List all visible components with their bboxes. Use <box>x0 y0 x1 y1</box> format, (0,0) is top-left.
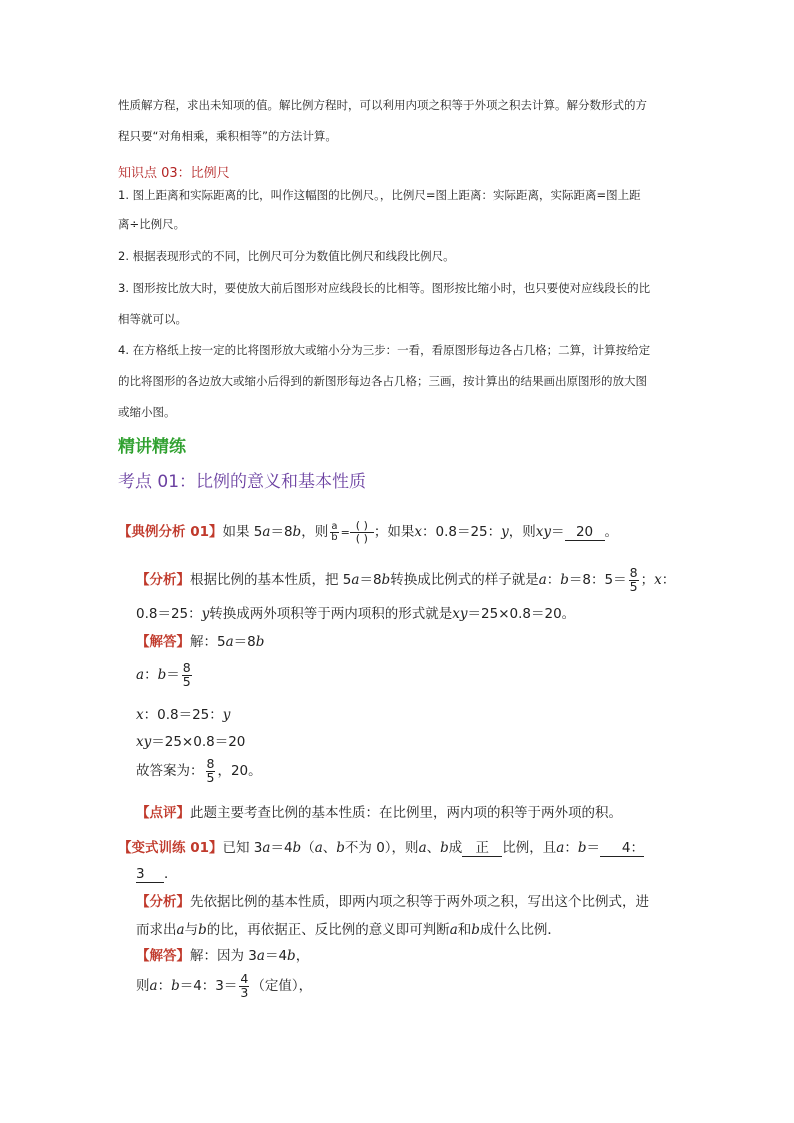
ex1-ab-fraction: $\frac{a}{b}$ <box>331 520 338 543</box>
ex1-solve-line4: xy＝25×0.8＝20 <box>136 734 246 750</box>
kp03-p4-line3: 或缩小图。 <box>118 405 176 419</box>
kp03-p1-line1: 1. 图上距离和实际距离的比，叫作这幅图的比例尺。，比例尺=图上距离：实际距离，实际距离=图上距 <box>118 188 641 202</box>
fraction-4-3: $\frac{4}{3}$ <box>240 971 249 1000</box>
kp03-p2: 2. 根据表现形式的不同，比例尺可分为数值比例尺和线段比例尺。 <box>118 249 455 263</box>
kp03-p4-line2: 的比将图形的各边放大或缩小后得到的新图形每边各占几格；三画，按计算出的结果画出原图形的放大图 <box>118 374 647 388</box>
ex2-answer-blank-2a: 4： <box>600 836 644 857</box>
ex2-answer-blank-1: 正 <box>462 836 502 857</box>
ex1-analysis-line2: 0.8＝25：y转换成两外项积等于两内项积的形式就是xy＝25×0.8＝20。 <box>136 606 576 622</box>
ex1-solve-line3: x：0.8＝25：y <box>136 707 231 723</box>
ex1-solve-line1: 【解答】解：5a＝8b <box>136 634 265 650</box>
ex1-comment: 【点评】此题主要考查比例的基本性质：在比例里，两内项的积等于两外项的积。 <box>136 805 622 821</box>
ex1-tag: 【典例分析 01】 <box>118 524 223 541</box>
ex2-question-line2: 3 ． <box>136 866 178 882</box>
ex2-solve-line1: 【解答】解：因为 3a＝4b， <box>136 948 310 964</box>
ex2-analysis-line1: 【分析】先依据比例的基本性质，即两内项之积等于两外项之积，写出这个比例式，进 <box>136 894 649 910</box>
section-kaodian: 考点 01：比例的意义和基本性质 <box>118 472 367 492</box>
kp03-p1-line2: 离÷比例尺。 <box>118 217 186 231</box>
ex2-solve-line2: 则a：b＝4：3＝ $\frac{4}{3}$ （定值）， <box>136 971 313 1000</box>
fraction-8-5-final: $\frac{8}{5}$ <box>206 756 215 785</box>
section-jjjl: 精讲精练 <box>118 437 186 457</box>
kp03-heading: 知识点 03：比例尺 <box>118 166 230 181</box>
intro-line-1: 性质解方程，求出未知项的值。解比例方程时，可以利用内项之积等于外项之积去计算。解分数形式的方 <box>118 98 647 112</box>
intro-line-2: 程只要“对角相乘，乘积相等”的方法计算。 <box>118 129 337 143</box>
kp03-p3-line1: 3. 图形按比放大时，要使放大前后图形对应线段长的比相等。图形按比缩小时，也只要使对应线段长的比 <box>118 281 651 295</box>
ex2-tag: 【变式训练 01】 <box>118 840 223 856</box>
kp03-p3-line2: 相等就可以。 <box>118 312 187 326</box>
ex1-solve-line2: a：b＝ $\frac{8}{5}$ <box>136 660 191 689</box>
ex1-answer-blank: 20 <box>565 524 605 541</box>
fraction-8-5-step: $\frac{8}{5}$ <box>182 660 191 689</box>
ex2-answer-blank-2b: 3 <box>136 866 164 883</box>
ex2-question-line1: 【变式训练 01】已知 3a＝4b（a、b不为 0），则a、b成 正 比例，且a：b＝ 4： <box>118 836 644 857</box>
ex1-analysis-line1: 【分析】根据比例的基本性质，把 5a＝8b转换成比例式的样子就是a：b＝8：5＝ $\frac{8}{5}$ ；x： <box>136 565 676 594</box>
kp03-p4-line1: 4. 在方格纸上按一定的比将图形放大或缩小分为三步：一看，看原图形每边各占几格；二算，计算按给定 <box>118 343 651 357</box>
fraction-8-5: $\frac{8}{5}$ <box>629 565 638 594</box>
ex1-answer-blank-fraction: $\frac{( )}{( )}$ <box>350 520 374 544</box>
ex1-final-answer: 故答案为： $\frac{8}{5}$ ，20。 <box>136 756 262 785</box>
ex2-analysis-line2: 而求出a与b的比，再依据正、反比例的意义即可判断a和b成什么比例． <box>136 922 561 938</box>
ex1-question: 【典例分析 01】如果 5a＝8b，则 $\frac{a}{b}$ = $\frac{( )}{( )}$ ；如果x：0.8＝25：y，则xy＝ 20 。 <box>118 519 619 545</box>
